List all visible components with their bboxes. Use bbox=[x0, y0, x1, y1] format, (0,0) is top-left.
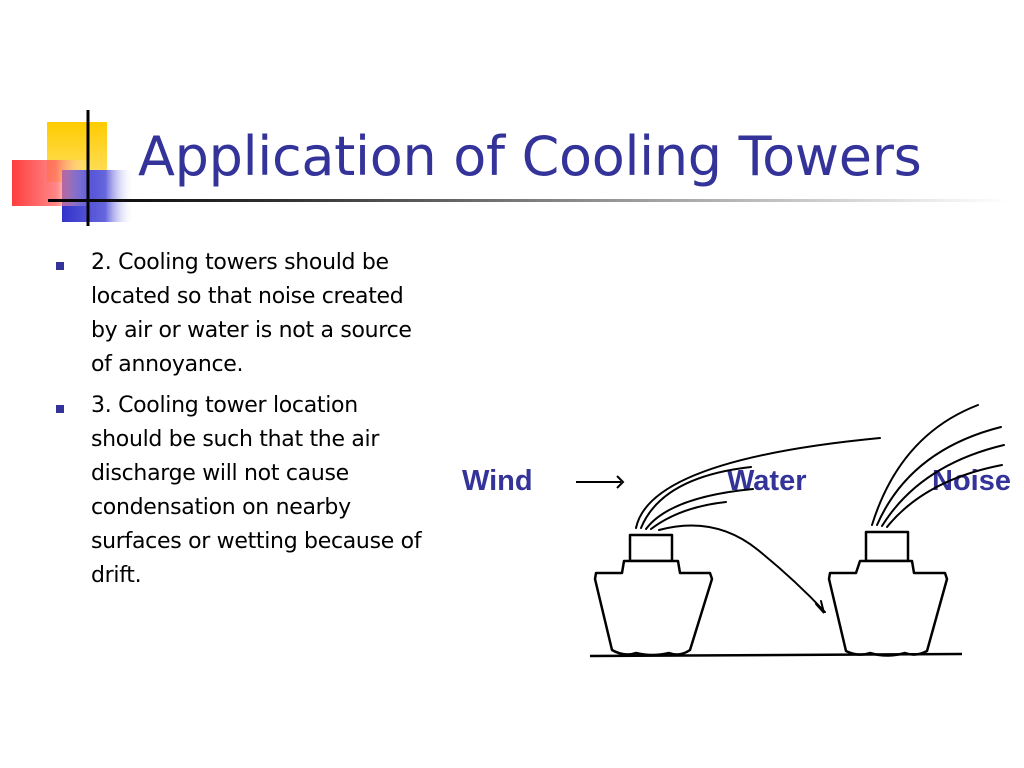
cooling-tower-diagram bbox=[440, 395, 1024, 675]
bullet-list bbox=[50, 246, 430, 600]
corner-decoration bbox=[0, 100, 150, 230]
bullet-item bbox=[50, 389, 430, 593]
title-underline bbox=[48, 199, 1008, 202]
bullet-square-icon bbox=[56, 405, 64, 413]
bullet-text: 2. Cooling towers should be located so that noise created by air or water is not a source of annoyance. bbox=[91, 250, 412, 377]
slide-title: Application of Cooling Towers bbox=[138, 125, 922, 188]
right-cooling-tower bbox=[829, 532, 947, 656]
bullet-text: 3. Cooling tower location should be such that the air discharge will not cause condensation on nearby surfaces or wetting because of drift. bbox=[91, 393, 422, 588]
bullet-square-icon bbox=[56, 262, 64, 270]
left-cooling-tower bbox=[595, 535, 712, 655]
bullet-item bbox=[50, 246, 430, 382]
water-label: Water bbox=[727, 465, 807, 497]
wind-label: Wind bbox=[462, 465, 533, 497]
wind-arrow-icon bbox=[576, 476, 623, 488]
noise-label: Noise bbox=[932, 465, 1011, 497]
